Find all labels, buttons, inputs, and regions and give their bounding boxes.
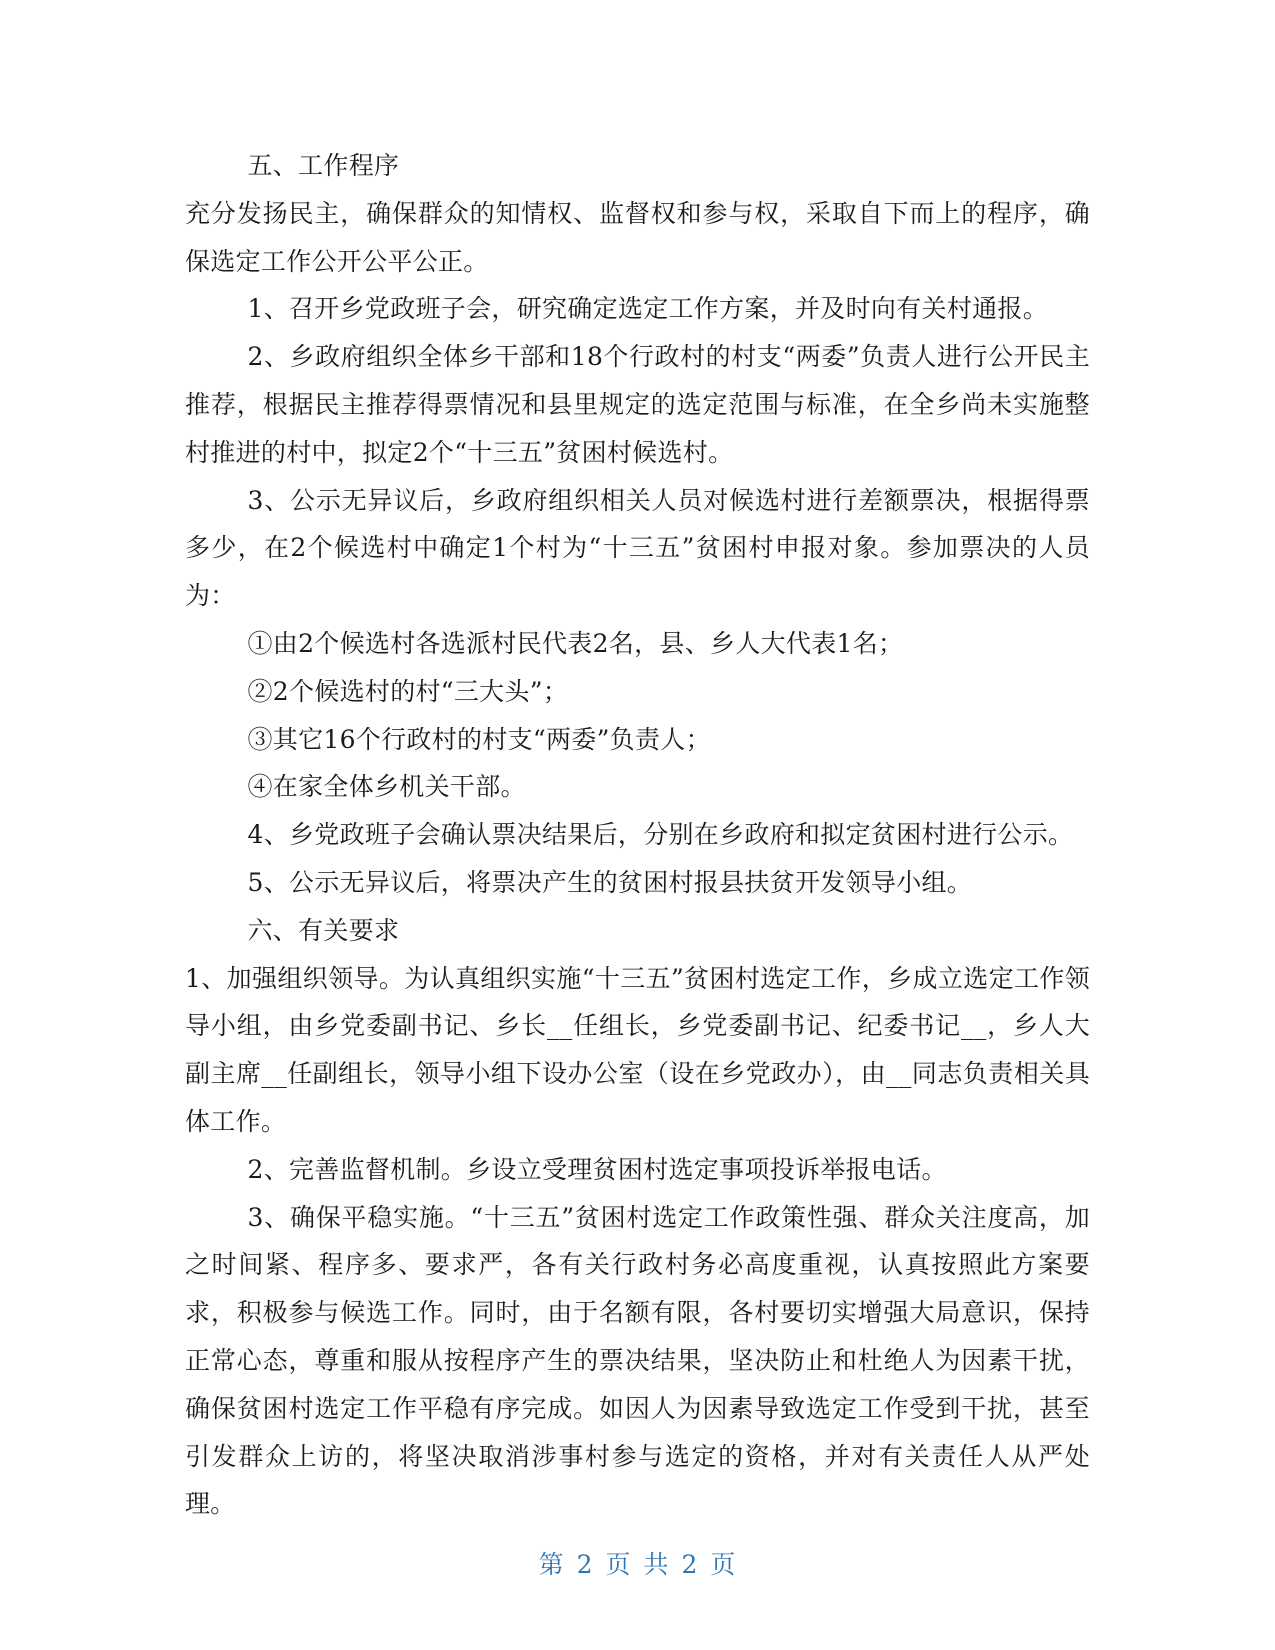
paragraph-step-5: 5、公示无异议后，将票决产生的贫困村报县扶贫开发领导小组。	[247, 867, 973, 897]
footer-label-page-unit: 页	[605, 1550, 632, 1579]
paragraph-voter-1: ①由2个候选村各选派村民代表2名，县、乡人大代表1名；	[247, 628, 904, 658]
paragraph-requirement-2: 2、完善监督机制。乡设立受理贫困村选定事项投诉举报电话。	[247, 1154, 947, 1184]
paragraph-voter-4: ④在家全体乡机关干部。	[247, 772, 526, 802]
section-heading-work-procedure: 五、工作程序	[247, 151, 400, 180]
footer-label-total-unit: 页	[710, 1550, 737, 1579]
section-heading-requirements: 六、有关要求	[247, 915, 400, 945]
paragraph-voter-2: ②2个候选村的村“三大头”；	[247, 676, 569, 706]
footer-total-pages: 2	[681, 1550, 699, 1579]
paragraph-requirement-1: 1、加强组织领导。为认真组织实施“十三五”贫困村选定工作，乡成立选定工作领导小组，由乡党委副书记、乡长__任组长，乡党委副书记、纪委书记__，乡人大副主席__任副组长，领导小组下设办公室（设在乡党政办），由__同志负责相关具体工作。	[185, 963, 1090, 1136]
footer-current-page: 2	[576, 1550, 594, 1579]
paragraph-step-1: 1、召开乡党政班子会，研究确定选定工作方案，并及时向有关村通报。	[247, 294, 1049, 324]
paragraph-voter-3: ③其它16个行政村的村支“两委”负责人；	[247, 724, 711, 754]
paragraph-step-4: 4、乡党政班子会确认票决结果后，分别在乡政府和拟定贫困村进行公示。	[247, 820, 1074, 850]
page-footer	[0, 1545, 1275, 1581]
paragraph-intro: 充分发扬民主，确保群众的知情权、监督权和参与权，采取自下而上的程序，确保选定工作公开公平公正。	[185, 198, 1090, 276]
paragraph-step-3: 3、公示无异议后，乡政府组织相关人员对候选村进行差额票决，根据得票多少，在2个候选村中确定1个村为“十三五”贫困村申报对象。参加票决的人员为：	[185, 485, 1090, 611]
paragraph-step-2: 2、乡政府组织全体乡干部和18个行政村的村支“两委”负责人进行公开民主推荐，根据民主推荐得票情况和县里规定的选定范围与标准，在全乡尚未实施整村推进的村中，拟定2个“十三五”贫困村候选村。	[185, 342, 1090, 467]
paragraph-requirement-3: 3、确保平稳实施。“十三五”贫困村选定工作政策性强、群众关注度高，加之时间紧、程序多、要求严，各有关行政村务必高度重视，认真按照此方案要求，积极参与候选工作。同时，由于名额有限，各村要切实增强大局意识，保持正常心态，尊重和服从按程序产生的票决结果，坚决防止和杜绝人为因素干扰，确保贫困村选定工作平稳有序完成。如因人为因素导致选定工作受到干扰，甚至引发群众上访的，将坚决取消涉事村参与选定的资格，并对有关责任人从严处理。	[185, 1202, 1090, 1519]
footer-label-page: 第	[538, 1550, 565, 1579]
footer-label-total: 共	[643, 1550, 670, 1579]
document-body	[185, 142, 1090, 1528]
